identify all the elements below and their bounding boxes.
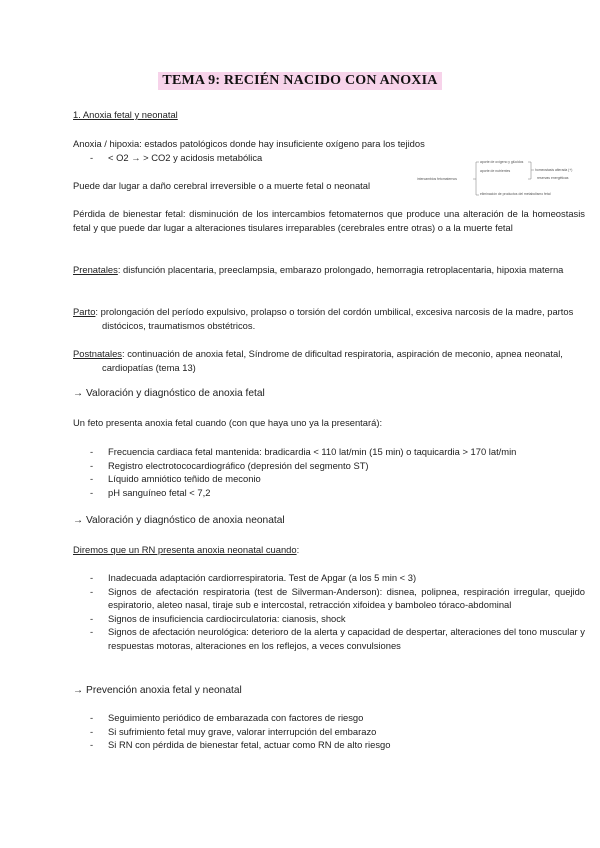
- list-item: - Registro electrotococardiográfico (depresión del segmento ST): [73, 459, 585, 473]
- mini-diagram-label: reservas energéticas: [537, 176, 569, 180]
- mini-diagram-label: aporte de oxígeno y glúcidos: [480, 160, 524, 164]
- bienestar-fetal-paragraph: Pérdida de bienestar fetal: disminución de los intercambios fetomaternos que produce una alteración de la homeostasis fetal y que puede dar lugar a alteraciones tisulares irreparables (cerebrales entre otras) o a la muerte fetal: [73, 208, 585, 233]
- list-item: - Signos de insuficiencia cardiocirculatoria: cianosis, shock: [73, 612, 585, 626]
- mini-diagram-label: aporte de nutrientes: [480, 169, 511, 173]
- list-item: - Signos de afectación neurológica: deterioro de la alerta y capacidad de despertar, alteraciones del tono muscular y respuestas motoras, alteraciones en los reflejos, a veces convulsiones: [73, 625, 585, 652]
- prenatales-text: : disfunción placentaria, preeclampsia, embarazo prolongado, hemorragia retroplacentaria, hipoxia materna: [117, 264, 564, 275]
- list-item: - Líquido amniótico teñido de meconio: [73, 472, 585, 486]
- neonatal-intro-text: Diremos que un RN presenta anoxia neonatal cuando: [73, 544, 297, 555]
- prenatales-paragraph: [73, 263, 600, 277]
- list-item: - Si sufrimiento fetal muy grave, valorar interrupción del embarazo: [73, 725, 585, 739]
- neonatal-diagnosis-list: [73, 571, 585, 653]
- list-item: - pH sanguíneo fetal < 7,2: [73, 486, 585, 500]
- prenatales-label: Prenatales: [73, 264, 118, 275]
- mini-diagram: [417, 159, 587, 199]
- parto-label: Parto: [73, 306, 96, 317]
- mini-diagram-label: intercambios fetomaternos: [417, 177, 457, 181]
- list-item: - < O2 → > CO2 y acidosis metabólica: [73, 151, 585, 165]
- mini-diagram-label: eliminación de productos del metabolismo fetal: [480, 192, 551, 196]
- list-item: - Si RN con pérdida de bienestar fetal, actuar como RN de alto riesgo: [73, 738, 585, 752]
- list-item: - Signos de afectación respiratoria (test de Silverman-Anderson): disnea, polipnea, respiración irregular, quejido espiratorio, aleteo nasal, tiraje sub e intercostal, retracción xifoidea y bamboleo tóraco-abdominal: [73, 585, 585, 612]
- parto-text: : prolongación del período expulsivo, prolapso o torsión del cordón umbilical, excesiva narcosis de la madre, partos distócicos, traumatismos obstétricos.: [95, 306, 574, 331]
- neonatal-diagnosis-intro: [73, 543, 585, 557]
- mini-diagram-label: homeostasis alterada (+): [535, 168, 573, 172]
- fetal-diagnosis-heading: → Valoración y diagnóstico de anoxia fetal: [73, 388, 265, 399]
- section-heading-anoxia: 1. Anoxia fetal y neonatal: [73, 109, 178, 120]
- anoxia-definition: Anoxia / hipoxia: estados patológicos donde hay insuficiente oxígeno para los tejidos: [73, 138, 425, 149]
- postnatales-text: : continuación de anoxia fetal, Síndrome de dificultad respiratoria, aspiración de meconio, apnea neonatal, cardiopatías (tema 13): [102, 348, 563, 373]
- fetal-diagnosis-intro: Un feto presenta anoxia fetal cuando (con que haya uno ya la presentará):: [73, 417, 383, 428]
- list-item: - Inadecuada adaptación cardiorrespiratoria. Test de Apgar (a los 5 min < 3): [73, 571, 585, 585]
- prevention-heading: → Prevención anoxia fetal y neonatal: [73, 685, 242, 696]
- postnatales-label: Postnatales: [73, 348, 122, 359]
- damage-text: Puede dar lugar a daño cerebral irreversible o a muerte fetal o neonatal: [73, 180, 371, 191]
- title-wrapper: [0, 72, 600, 90]
- list-item: - Seguimiento periódico de embarazada con factores de riesgo: [73, 711, 585, 725]
- postnatales-paragraph: [73, 347, 600, 374]
- fetal-diagnosis-list: [73, 445, 585, 499]
- page-title: TEMA 9: RECIÉN NACIDO CON ANOXIA: [158, 72, 441, 90]
- neonatal-diagnosis-heading: → Valoración y diagnóstico de anoxia neonatal: [73, 515, 285, 526]
- parto-paragraph: [73, 305, 600, 332]
- neonatal-intro-suffix: :: [296, 544, 300, 555]
- list-item: - Frecuencia cardiaca fetal mantenida: bradicardia < 110 lat/min (15 min) o taquicardia > 170 lat/min: [73, 445, 585, 459]
- prevention-list: [73, 711, 585, 752]
